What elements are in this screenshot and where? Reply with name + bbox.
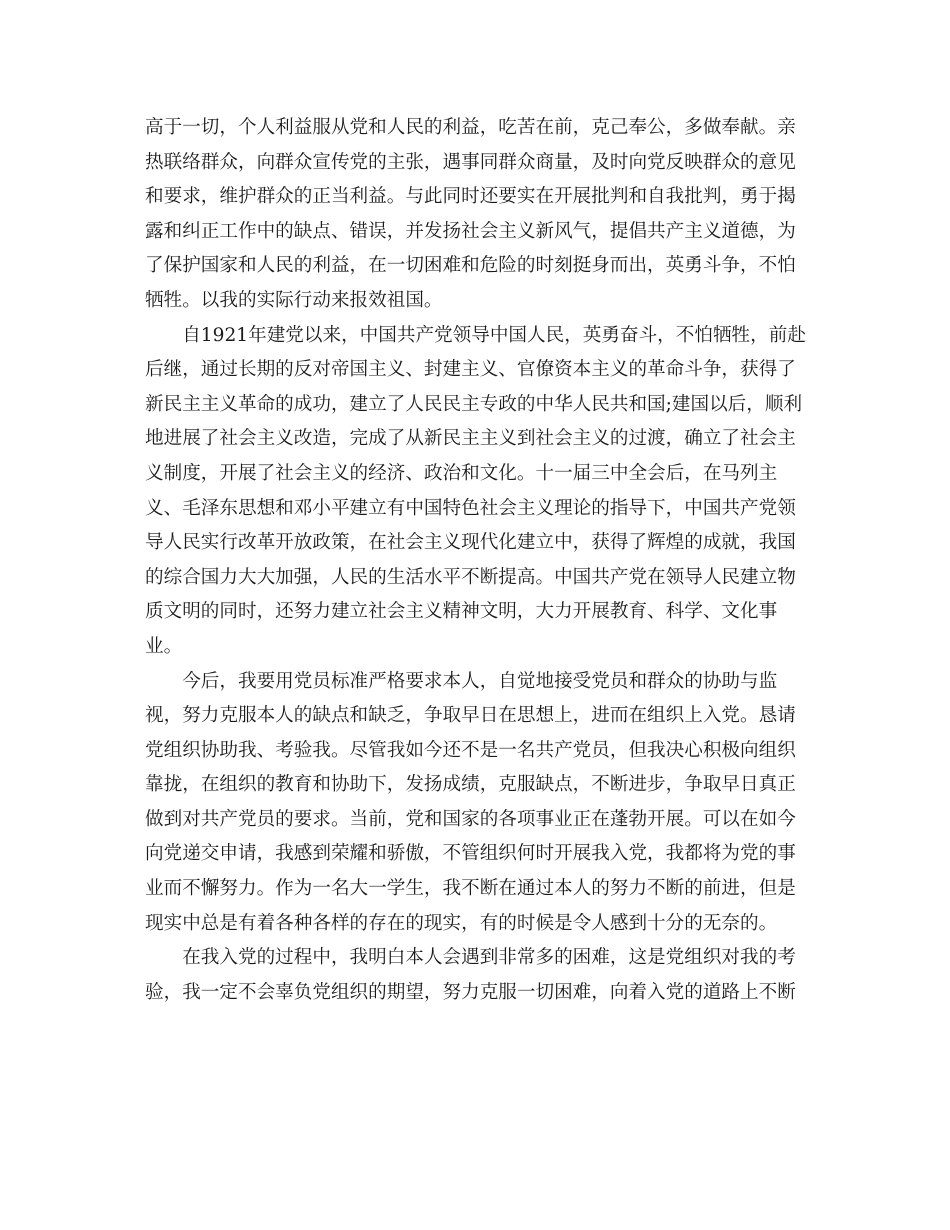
text-line: 义制度，开展了社会主义的经济、政治和文化。十一届三中全会后，在马列主 [145, 462, 778, 484]
text-line: 质文明的同时，还努力建立社会主义精神文明，大力开展教育、科学、文化事 [145, 601, 778, 623]
paragraph [145, 941, 805, 1010]
text-line: 做到对共产党员的要求。当前，党和国家的各项事业正在蓬勃开展。可以在如今 [145, 808, 796, 830]
document-body [145, 111, 805, 1010]
text-line: 靠拢，在组织的教育和协助下，发扬成绩，克服缺点，不断进步，争取早日真正 [145, 774, 796, 796]
text-line: 露和纠正工作中的缺点、错误，并发扬社会主义新风气，提倡共产主义道德，为 [145, 220, 796, 242]
text-line: 现实中总是有着各种各样的存在的现实，有的时候是令人感到十分的无奈的。 [145, 912, 778, 934]
text-line: 热联络群众，向群众宣传党的主张，遇事同群众商量，及时向党反映群众的意见 [145, 151, 796, 173]
paragraph [145, 111, 805, 319]
text-line: 了保护国家和人民的利益，在一切困难和危险的时刻挺身而出，英勇斗争，不怕 [145, 255, 796, 277]
text-line: 业。 [145, 635, 183, 657]
text-line: 向党递交申请，我感到荣耀和骄傲，不管组织何时开展我入党，我都将为党的事 [145, 843, 796, 865]
text-line: 视，努力克服本人的缺点和缺乏，争取早日在思想上，进而在组织上入党。恳请 [145, 705, 796, 727]
text-line: 义、毛泽东思想和邓小平建立有中国特色社会主义理论的指导下，中国共产党领 [145, 497, 796, 519]
text-line: 的综合国力大大加强，人民的生活水平不断提高。中国共产党在领导人民建立物 [145, 566, 796, 588]
paragraph [145, 665, 805, 942]
text-line: 牺牲。以我的实际行动来报效祖国。 [145, 289, 443, 311]
text-line: 自1921年建党以来，中国共产党领导中国人民，英勇奋斗，不怕牺牲，前赴 [145, 324, 806, 346]
text-line: 高于一切，个人利益服从党和人民的利益，吃苦在前，克己奉公，多做奉献。亲 [145, 117, 796, 138]
text-line: 新民主主义革命的成功，建立了人民民主专政的中华人民共和国;建国以后，顺利 [145, 393, 803, 415]
text-line: 和要求，维护群众的正当利益。与此同时还要实在开展批判和自我批判，勇于揭 [145, 186, 796, 208]
text-line: 导人民实行改革开放政策，在社会主义现代化建立中，获得了辉煌的成就，我国 [145, 532, 796, 554]
text-line: 党组织协助我、考验我。尽管我如今还不是一名共产党员，但我决心积极向组织 [145, 739, 796, 761]
text-line: 验，我一定不会辜负党组织的期望，努力克服一切困难，向着入党的道路上不断 [145, 981, 796, 1003]
paragraph [145, 319, 805, 665]
text-line: 今后，我要用党员标准严格要求本人，自觉地接受党员和群众的协助与监 [145, 670, 778, 692]
text-line: 地进展了社会主义改造，完成了从新民主主义到社会主义的过渡，确立了社会主 [145, 428, 796, 450]
text-line: 后继，通过长期的反对帝国主义、封建主义、官僚资本主义的革命斗争，获得了 [145, 359, 796, 381]
text-line: 在我入党的过程中，我明白本人会遇到非常多的困难，这是党组织对我的考 [145, 947, 796, 969]
text-line: 业而不懈努力。作为一名大一学生，我不断在通过本人的努力不断的前进，但是 [145, 878, 796, 900]
